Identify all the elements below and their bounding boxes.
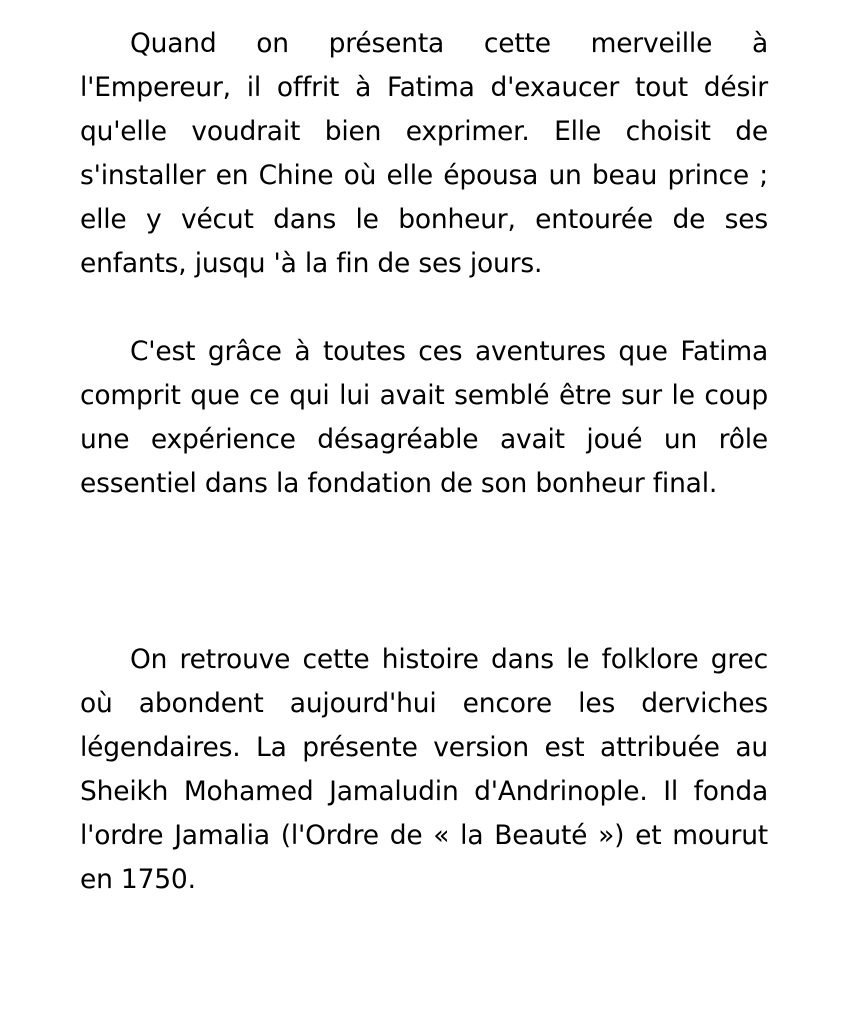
paragraph-story-origin: On retrouve cette histoire dans le folklore grec où abondent aujourd'hui encore les derviches légendaires. La présente version est attribuée au Sheikh Mohamed Jamaludin d'Andrinople. Il fonda l'ordre Jamalia (l'Ordre de « la Beauté ») et mourut en 1750. — [80, 644, 768, 895]
paragraph-emperor-wish: Quand on présenta cette merveille à l'Empereur, il offrit à Fatima d'exaucer tout désir qu'elle voudrait bien exprimer. Elle choisit de s'installer en Chine où elle épousa un beau prince ; elle y vécut dans le bonheur, entourée de ses enfants, jusqu 'à la fin de ses jours. — [80, 28, 768, 279]
document-page — [80, 22, 768, 902]
paragraph-fatima-lesson: C'est grâce à toutes ces aventures que Fatima comprit que ce qui lui avait semblé être sur le coup une expérience désagréable avait joué un rôle essentiel dans la fondation de son bonheur final. — [80, 336, 768, 499]
